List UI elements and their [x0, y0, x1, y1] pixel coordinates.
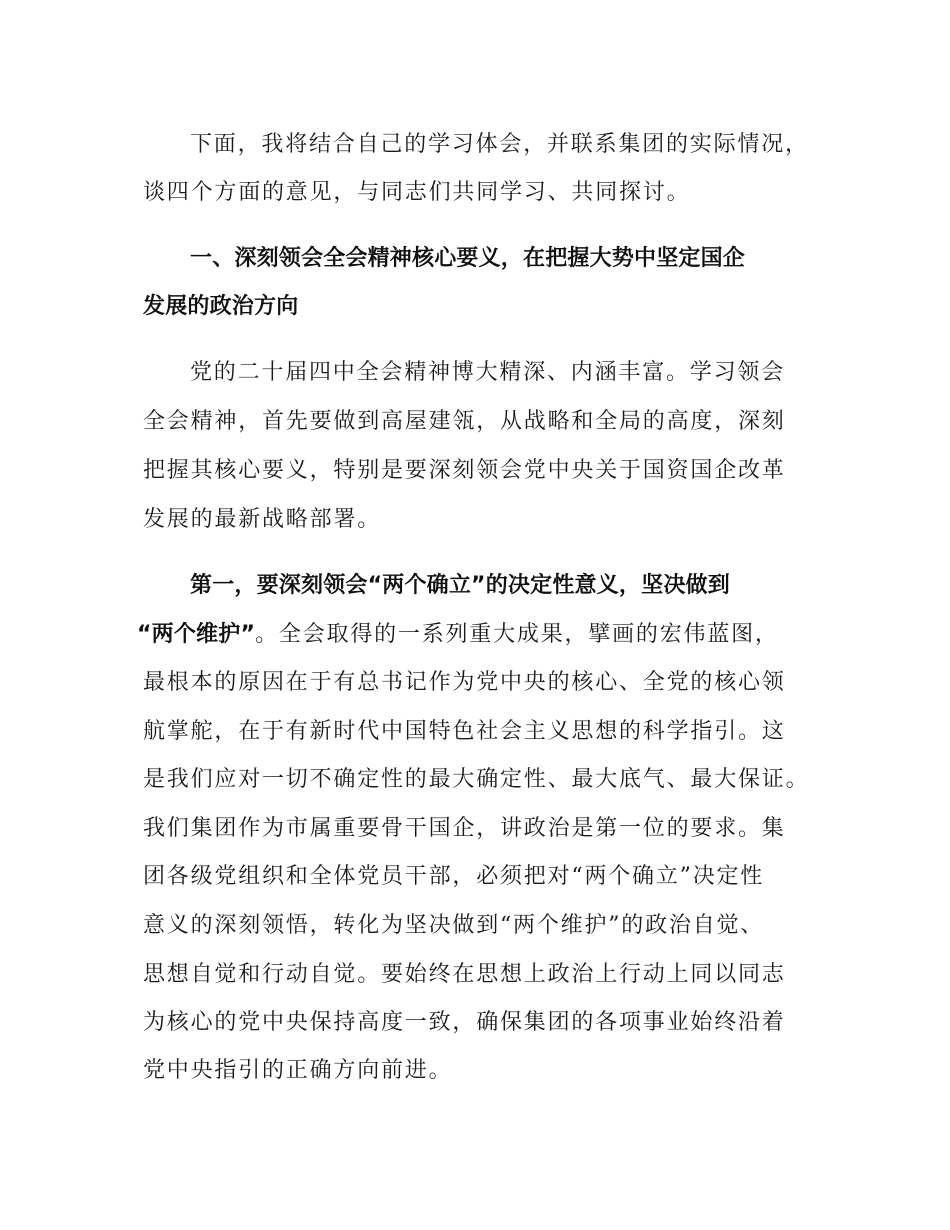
two-safeguards-term: “两个维护” — [137, 622, 256, 647]
body-line: 团各级党组织和全体党员干部，必须把对“两个确立”决定性 — [143, 864, 765, 889]
body-line: 意义的深刻领悟，转化为坚决做到“两个维护”的政治自觉、 — [143, 913, 765, 938]
body-line: 我们集团作为市属重要骨干国企，讲政治是第一位的要求。集 — [143, 816, 786, 841]
body-line: 把握其核心要义，特别是要深刻领会党中央关于国资国企改革 — [143, 458, 786, 483]
body-line: 为核心的党中央保持高度一致，确保集团的各项事业始终沿着 — [143, 1010, 786, 1035]
body-line: 党中央指引的正确方向前进。 — [143, 1058, 453, 1083]
body-line: 党的二十届四中全会精神博大精深、内涵丰富。学习领会 — [190, 360, 786, 385]
body-line: 航掌舵，在于有新时代中国特色社会主义思想的科学指引。这 — [143, 719, 786, 744]
section-heading-line-1: 一、深刻领会全会精神核心要义，在把握大势中坚定国企 — [190, 246, 746, 271]
body-line: 思想自觉和行动自觉。要始终在思想上政治上行动上同以同志 — [143, 962, 786, 987]
body-line: 是我们应对一切不确定性的最大确定性、最大底气、最大保证。 — [143, 767, 810, 792]
point-one-line-2-rest: 。全会取得的一系列重大成果，擘画的宏伟蓝图， — [255, 622, 779, 647]
point-one-line-2 — [137, 611, 779, 659]
body-line: 全会精神，首先要做到高屋建瓴，从战略和全局的高度，深刻 — [143, 409, 786, 434]
section-heading-line-2: 发展的政治方向 — [143, 294, 299, 319]
intro-line-1: 下面，我将结合自己的学习体会，并联系集团的实际情况， — [190, 132, 809, 157]
body-line: 最根本的原因在于有总书记作为党中央的核心、全党的核心领 — [143, 670, 786, 695]
body-line: 发展的最新战略部署。 — [143, 507, 382, 532]
intro-line-2: 谈四个方面的意见，与同志们共同学习、共同探讨。 — [143, 180, 691, 205]
point-one-heading: 第一，要深刻领会“两个确立”的决定性意义，坚决做到 — [190, 573, 730, 598]
